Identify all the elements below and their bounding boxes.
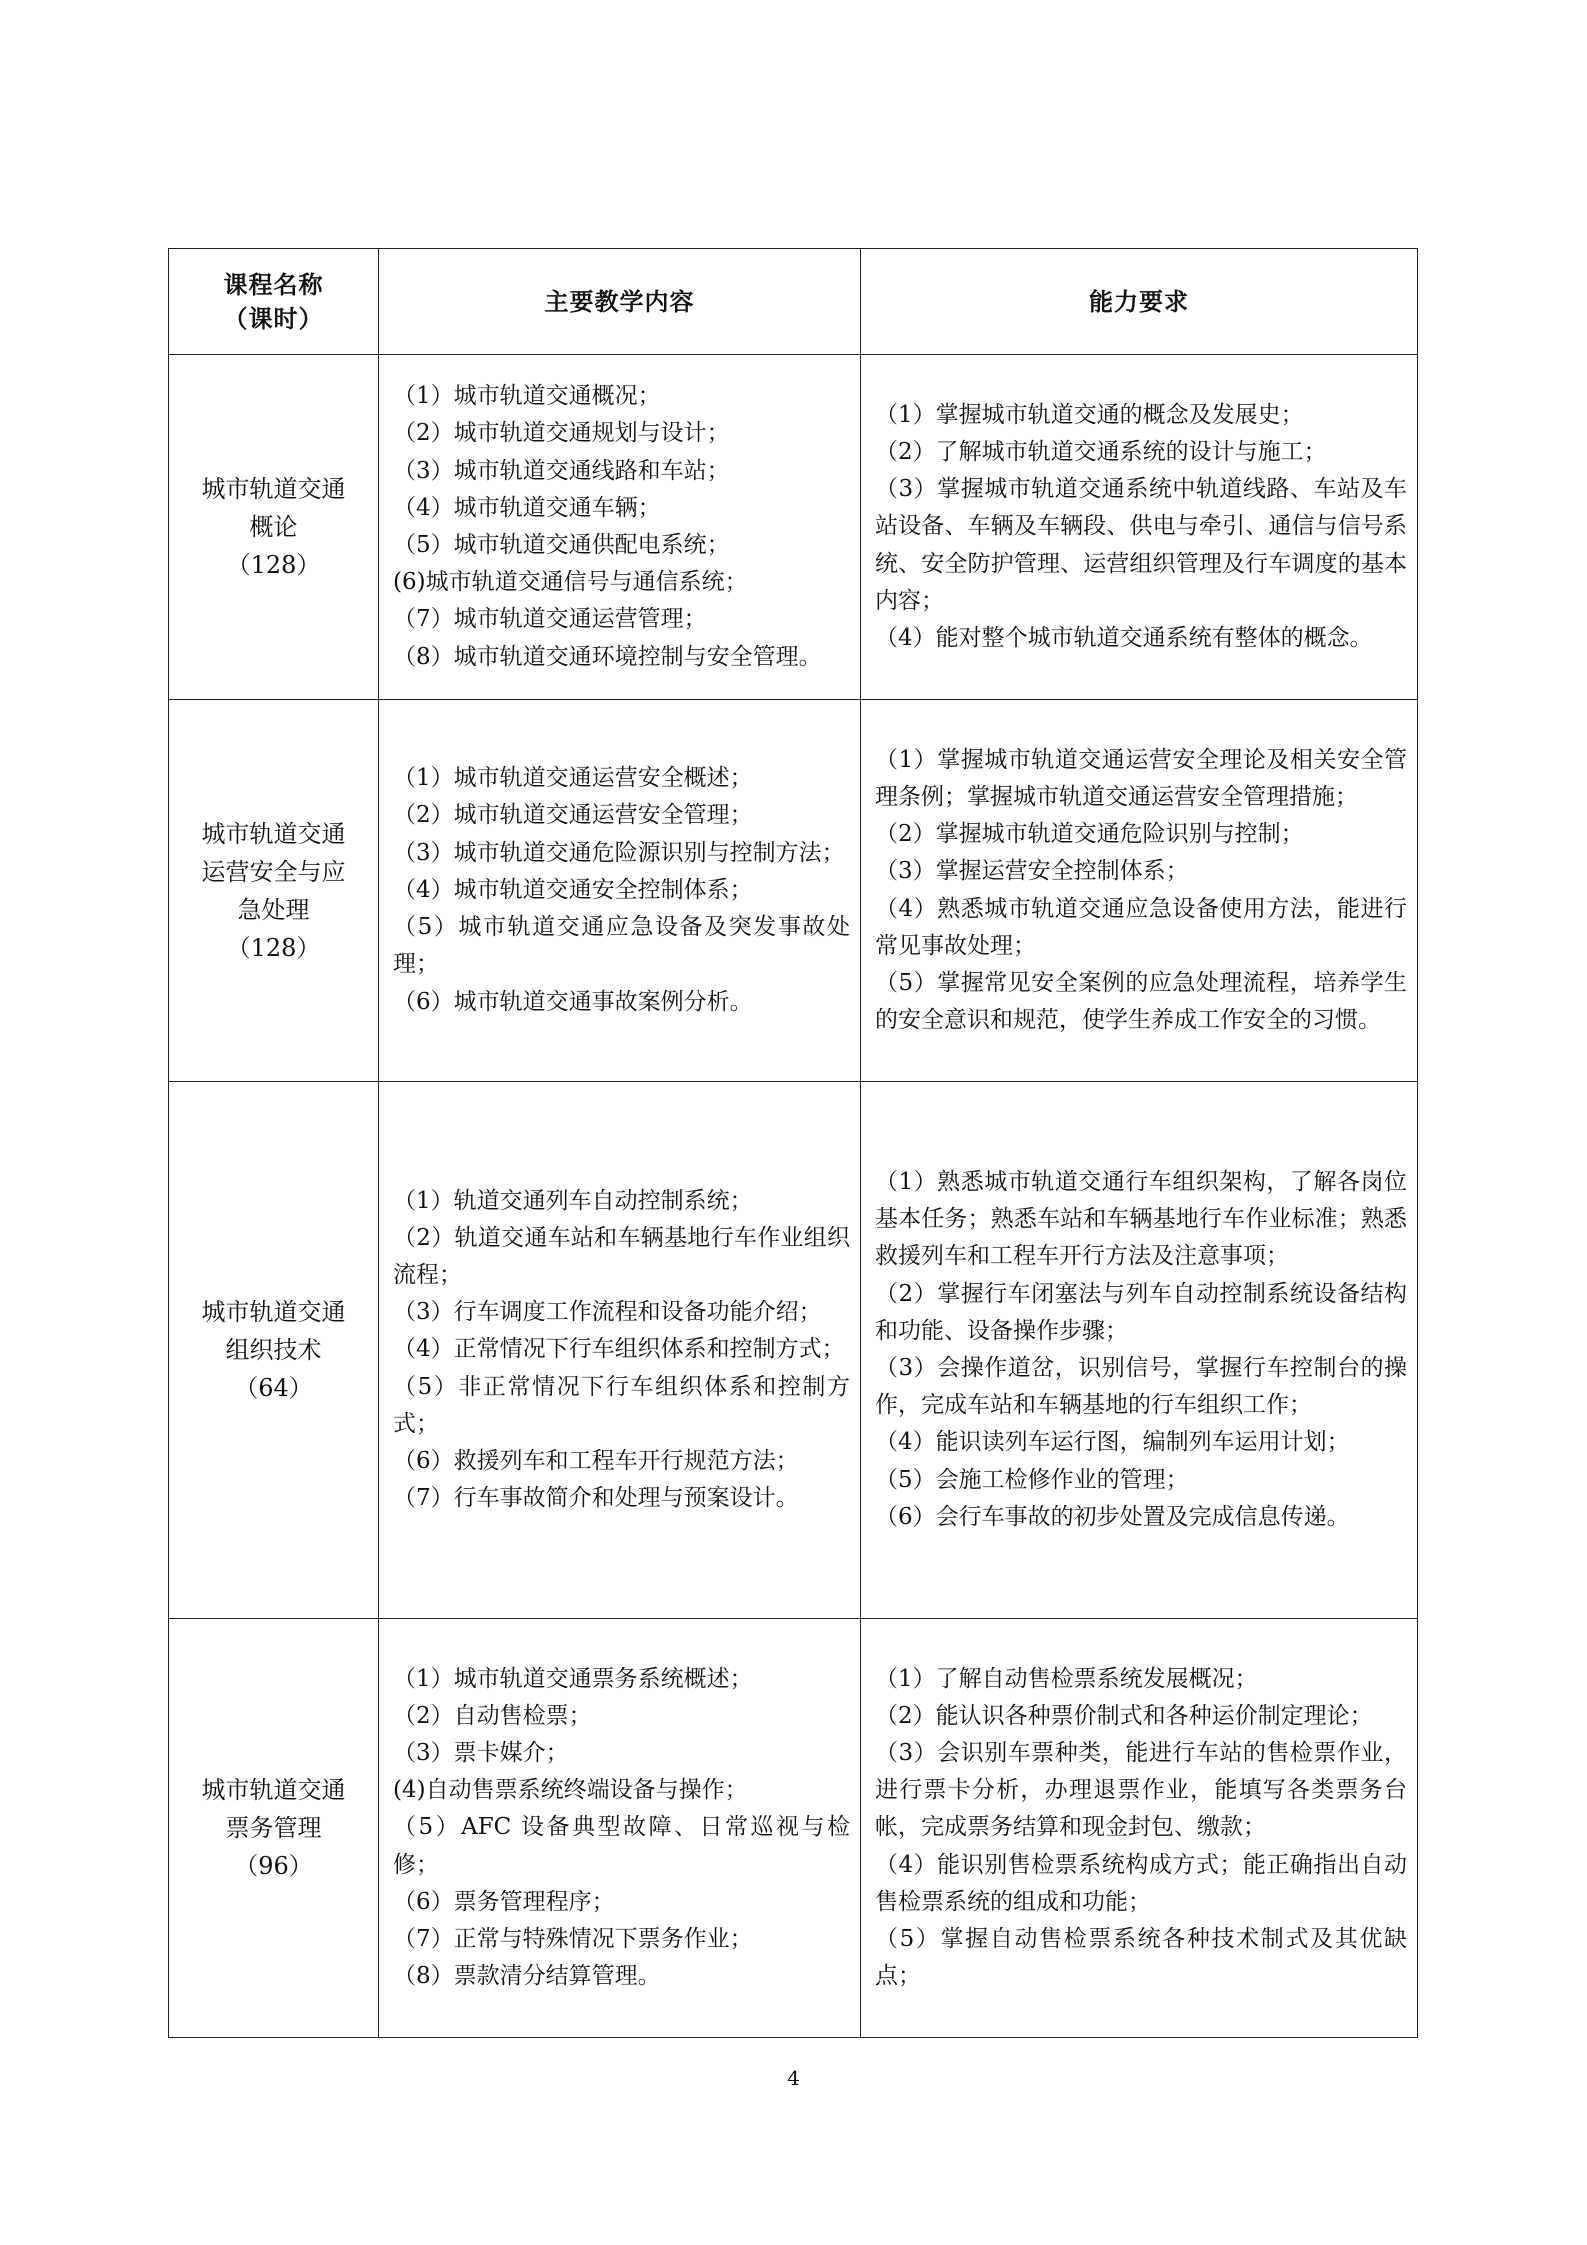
header-content: 主要教学内容 <box>379 249 861 355</box>
course-content-cell <box>379 355 861 700</box>
course-name-line: 城市轨道交通 <box>201 819 346 848</box>
ability-item: （1）了解自动售检票系统发展概况； <box>875 1665 1258 1692</box>
course-ability-cell <box>861 1619 1418 2038</box>
table-row <box>169 1082 1418 1619</box>
content-item: （4）城市轨道交通车辆； <box>393 494 661 521</box>
course-name-line: （64） <box>234 1374 313 1402</box>
content-item: （3）票卡媒介； <box>393 1739 569 1766</box>
course-name-line: 概论 <box>249 513 298 541</box>
content-item: （5）城市轨道交通供配电系统； <box>393 532 730 558</box>
content-item: （7）正常与特殊情况下票务作业； <box>393 1926 753 1952</box>
ability-item: （1）掌握城市轨道交通的概念及发展史； <box>875 401 1304 428</box>
course-ability-cell <box>861 355 1418 700</box>
content-item: （1）城市轨道交通运营安全概述； <box>393 765 753 792</box>
ability-item: （3）掌握运营安全控制体系； <box>875 858 1189 885</box>
course-name-line: 运营安全与应 <box>201 857 346 886</box>
content-item: （2）轨道交通车站和车辆基地行车作业组织流程； <box>393 1224 850 1288</box>
ability-item: （3）会识别车票种类，能进行车站的售检票作业，进行票卡分析，办理退票作业，能填写各类票务台帐，完成票务结算和现金封包、缴款； <box>875 1739 1407 1841</box>
ability-item: （5）会施工检修作业的管理； <box>875 1466 1189 1493</box>
ability-item: （4）能识读列车运行图，编制列车运用计划； <box>875 1429 1350 1456</box>
course-content-cell <box>379 700 861 1082</box>
course-name-line: 城市轨道交通 <box>201 1776 346 1804</box>
header-ability: 能力要求 <box>861 249 1418 355</box>
course-name-line: 票务管理 <box>225 1814 322 1842</box>
content-item: （3）城市轨道交通线路和车站； <box>393 457 730 484</box>
content-item: （6）救援列车和工程车开行规范方法； <box>393 1448 799 1474</box>
header-course-name <box>169 249 379 355</box>
content-item: （3）城市轨道交通危险源识别与控制方法； <box>393 839 845 866</box>
course-content-cell <box>379 1619 861 2038</box>
content-item: (4)自动售票系统终端设备与操作； <box>393 1777 748 1804</box>
content-item: （7）行车事故简介和处理与预案设计。 <box>393 1485 799 1512</box>
ability-item: （6）会行车事故的初步处置及完成信息传递。 <box>875 1503 1350 1530</box>
content-item: （2）城市轨道交通规划与设计； <box>393 420 730 447</box>
content-item: （8）城市轨道交通环境控制与安全管理。 <box>393 643 822 670</box>
course-ability-cell <box>861 700 1418 1082</box>
course-name-cell <box>169 700 379 1082</box>
ability-item: （2）了解城市轨道交通系统的设计与施工； <box>875 438 1327 465</box>
header-course-hours-line: （课时） <box>223 303 324 333</box>
table-header-row <box>169 249 1418 355</box>
course-content-cell <box>379 1082 861 1619</box>
content-item: （8）票款清分结算管理。 <box>393 1963 661 1990</box>
content-item: （1）城市轨道交通概况； <box>393 383 661 410</box>
course-name-line: （128） <box>226 933 321 962</box>
content-item: (6)城市轨道交通信号与通信系统； <box>393 569 748 596</box>
course-name-line: 急处理 <box>237 895 310 924</box>
content-item: （3）行车调度工作流程和设备功能介绍； <box>393 1299 822 1326</box>
ability-item: （5）掌握常见安全案例的应急处理流程，培养学生的安全意识和规范，使学生养成工作安全的习惯。 <box>875 969 1407 1034</box>
ability-item: （2）能认识各种票价制式和各种运价制定理论； <box>875 1702 1373 1729</box>
ability-item: （4）能对整个城市轨道交通系统有整体的概念。 <box>875 625 1373 651</box>
course-name-cell <box>169 355 379 700</box>
content-item: （1）城市轨道交通票务系统概述； <box>393 1665 753 1692</box>
content-item: （5）AFC 设备典型故障、日常巡视与检修； <box>393 1814 850 1878</box>
content-item: （5）城市轨道交通应急设备及突发事故处理； <box>393 914 850 978</box>
content-item: （1）轨道交通列车自动控制系统； <box>393 1187 753 1214</box>
ability-item: （1）掌握城市轨道交通运营安全理论及相关安全管理条例；掌握城市轨道交通运营安全管理措施； <box>875 746 1407 810</box>
content-item: （2）城市轨道交通运营安全管理； <box>393 802 753 829</box>
content-item: （2）自动售检票； <box>393 1702 592 1729</box>
course-name-cell <box>169 1619 379 2038</box>
page-number: 4 <box>787 2066 800 2090</box>
ability-item: （3）掌握城市轨道交通系统中轨道线路、车站及车站设备、车辆及车辆段、供电与牵引、通信与信号系统、安全防护管理、运营组织管理及行车调度的基本内容； <box>875 476 1407 614</box>
content-item: （6）票务管理程序； <box>393 1888 615 1915</box>
ability-item: （4）熟悉城市轨道交通应急设备使用方法，能进行常见事故处理； <box>875 895 1407 959</box>
ability-item: （5）掌握自动售检票系统各种技术制式及其优缺点； <box>875 1926 1407 1990</box>
table-row <box>169 355 1418 700</box>
table-row <box>169 1619 1418 2038</box>
course-ability-cell <box>861 1082 1418 1619</box>
course-name-line: 城市轨道交通 <box>201 1298 346 1326</box>
ability-item: （4）能识别售检票系统构成方式；能正确指出自动售检票系统的组成和功能； <box>875 1851 1407 1915</box>
course-name-line: （96） <box>234 1852 313 1880</box>
table-row <box>169 700 1418 1082</box>
header-course-name-line: 课程名称 <box>223 269 324 299</box>
course-name-cell <box>169 1082 379 1619</box>
ability-item: （1）熟悉城市轨道交通行车组织架构，了解各岗位基本任务；熟悉车站和车辆基地行车作业标准；熟悉救援列车和工程车开行方法及注意事项； <box>875 1168 1407 1270</box>
content-item: （4）正常情况下行车组织体系和控制方式； <box>393 1336 845 1363</box>
content-item: （4）城市轨道交通安全控制体系； <box>393 876 753 903</box>
content-item: （7）城市轨道交通运营管理； <box>393 606 707 633</box>
ability-item: （2）掌握行车闭塞法与列车自动控制系统设备结构和功能、设备操作步骤； <box>875 1280 1407 1344</box>
content-item: （6）城市轨道交通事故案例分析。 <box>393 988 753 1015</box>
course-name-line: 城市轨道交通 <box>201 475 346 503</box>
course-table <box>168 248 1418 2038</box>
ability-item: （3）会操作道岔，识别信号，掌握行车控制台的操作，完成车站和车辆基地的行车组织工作； <box>875 1355 1407 1419</box>
content-item: （5）非正常情况下行车组织体系和控制方式； <box>393 1373 850 1437</box>
course-name-line: 组织技术 <box>225 1336 322 1364</box>
course-name-line: （128） <box>226 551 321 579</box>
ability-item: （2）掌握城市轨道交通危险识别与控制； <box>875 821 1304 848</box>
